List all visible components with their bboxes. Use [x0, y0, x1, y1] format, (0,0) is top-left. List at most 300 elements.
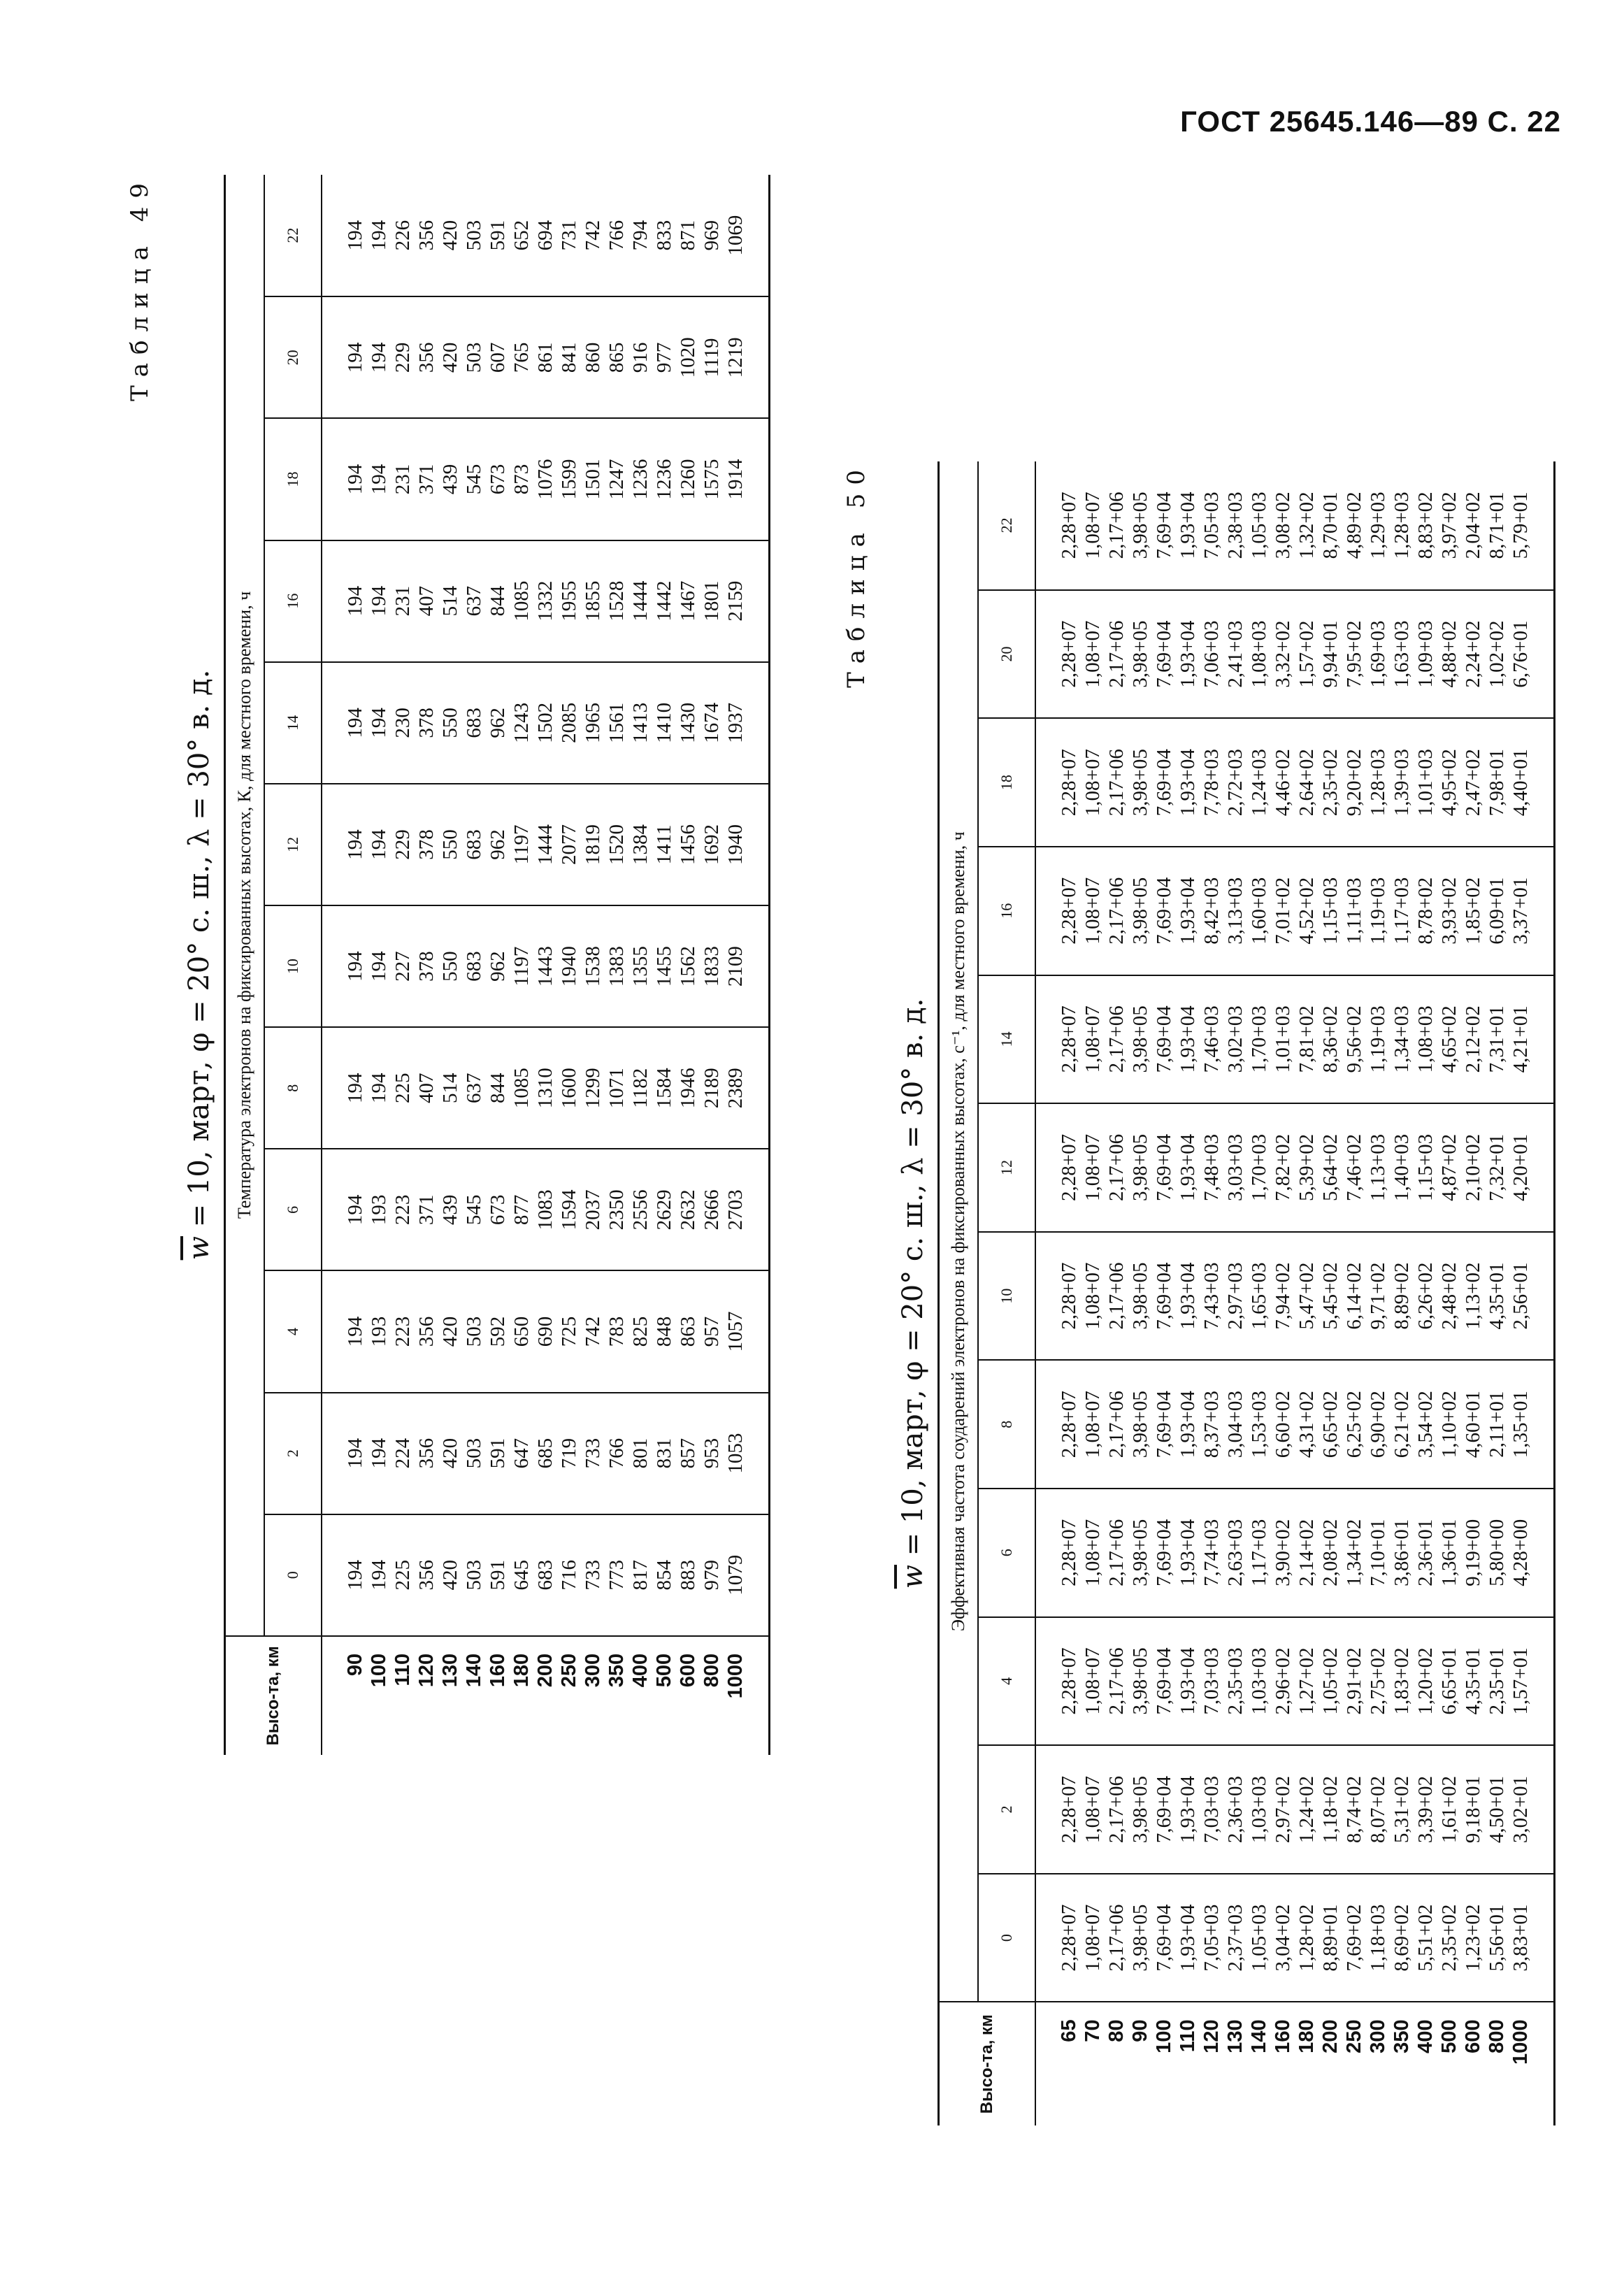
column-header: 4 — [264, 1270, 322, 1392]
table-cell: 1411 — [653, 824, 675, 865]
table-cell: 1,60+03 — [1248, 877, 1270, 945]
table-cell: 765 — [510, 342, 533, 373]
table-cell: 378 — [415, 829, 438, 860]
table-cell: 8,83+02 — [1414, 492, 1437, 559]
table-cell: 9,18+01 — [1462, 1775, 1484, 1844]
table-cell: 3,98+05 — [1129, 1133, 1151, 1202]
table-cell: 1965 — [582, 702, 604, 743]
table-cell: 6,90+02 — [1367, 1391, 1389, 1458]
table-cell: 1,83+02 — [1391, 1647, 1413, 1715]
table-cell: 194 — [344, 585, 366, 617]
table-cell: 1310 — [534, 1068, 556, 1109]
table-cell: 6,09+01 — [1486, 877, 1508, 945]
height-value: 350 — [605, 1653, 628, 1688]
table-cell: 3,02+01 — [1509, 1775, 1532, 1844]
table-cell: 4,88+02 — [1438, 620, 1460, 688]
table-cell: 962 — [487, 708, 509, 738]
column-header: 4 — [978, 1617, 1035, 1746]
height-value: 300 — [582, 1653, 604, 1688]
table-cell: 857 — [677, 1437, 699, 1469]
table-cell: 794 — [629, 220, 652, 251]
table-cell: 1410 — [653, 702, 675, 743]
table-cell: 683 — [463, 708, 485, 738]
table-cell: 7,46+03 — [1200, 1005, 1223, 1073]
data-column — [322, 418, 770, 540]
table-cell: 1219 — [724, 337, 747, 378]
table-cell: 1,36+01 — [1438, 1519, 1460, 1586]
data-column — [1035, 1103, 1555, 1232]
column-header: 10 — [978, 1232, 1035, 1361]
table-cell: 1692 — [700, 824, 723, 865]
table-cell: 1946 — [677, 1068, 699, 1109]
table-cell: 607 — [487, 342, 509, 373]
table-cell: 883 — [677, 1560, 699, 1591]
data-column — [1035, 847, 1555, 975]
table-cell: 1833 — [700, 946, 723, 987]
table-cell: 1,15+03 — [1414, 1133, 1437, 1202]
table-cell: 1,34+03 — [1391, 1005, 1413, 1073]
height-value: 65 — [1058, 2019, 1080, 2042]
table-cell: 690 — [534, 1316, 556, 1347]
table-cell: 2,28+07 — [1058, 1519, 1080, 1586]
table-50-block — [842, 461, 1548, 2125]
data-column — [322, 1027, 770, 1149]
table-cell: 2,17+06 — [1105, 1133, 1128, 1202]
table-cell: 545 — [463, 464, 485, 495]
data-column — [1035, 975, 1555, 1104]
table-cell: 225 — [391, 1073, 414, 1103]
table-cell: 1,61+02 — [1438, 1775, 1460, 1844]
table-cell: 1855 — [582, 580, 604, 622]
table-cell: 2,35+03 — [1224, 1647, 1246, 1715]
height-value: 250 — [558, 1653, 580, 1688]
table-cell: 8,42+03 — [1200, 877, 1223, 945]
table-cell: 1,93+04 — [1177, 1005, 1199, 1073]
table-cell: 1,01+03 — [1272, 1005, 1294, 1073]
table-cell: 7,81+02 — [1295, 1005, 1318, 1073]
table-cell: 371 — [415, 464, 438, 495]
height-value: 160 — [1272, 2019, 1294, 2053]
height-value: 120 — [415, 1653, 438, 1688]
table-cell: 1,70+03 — [1248, 1133, 1270, 1202]
column-header: 14 — [978, 975, 1035, 1104]
table-cell: 1430 — [677, 702, 699, 743]
table-cell: 1,93+04 — [1177, 1262, 1199, 1330]
table-cell: 194 — [368, 708, 390, 738]
table-cell: 1069 — [724, 215, 747, 256]
table-cell: 877 — [510, 1194, 533, 1226]
page-header: ГОСТ 25645.146—89 С. 22 — [1180, 105, 1561, 138]
data-column — [1035, 461, 1555, 590]
table-cell: 1384 — [629, 824, 652, 865]
table-cell: 7,48+03 — [1200, 1133, 1223, 1202]
table-cell: 1801 — [700, 580, 723, 622]
table-cell: 7,69+04 — [1153, 1391, 1175, 1458]
table-cell: 2,36+03 — [1224, 1775, 1246, 1844]
table-cell: 2,24+02 — [1462, 620, 1484, 688]
table-cell: 420 — [439, 1437, 461, 1469]
column-header: 22 — [978, 461, 1035, 590]
table-cell: 7,69+04 — [1153, 1133, 1175, 1202]
table-cell: 1,28+03 — [1391, 492, 1413, 559]
table-cell: 223 — [391, 1194, 414, 1226]
table-cell: 5,47+02 — [1295, 1262, 1318, 1330]
table-cell: 1,23+02 — [1462, 1904, 1484, 1972]
group-header: Эффективная частота соударений электронов на фиксированных высотах, с⁻¹, для местного времени, ч — [939, 461, 979, 2002]
table-cell: 2,17+06 — [1105, 1775, 1128, 1844]
table-cell: 2077 — [558, 824, 580, 865]
table-cell: 2,91+02 — [1343, 1647, 1365, 1715]
table-cell: 1,08+07 — [1082, 1904, 1104, 1972]
table-cell: 6,25+02 — [1343, 1391, 1365, 1458]
table-cell: 4,35+01 — [1462, 1647, 1484, 1715]
table-cell: 194 — [344, 220, 366, 251]
table-cell: 8,71+01 — [1486, 492, 1508, 559]
table-cell: 1594 — [558, 1189, 580, 1231]
table-cell: 7,69+04 — [1153, 1005, 1175, 1073]
table-cell: 3,02+03 — [1224, 1005, 1246, 1073]
table-cell: 1,08+07 — [1082, 620, 1104, 688]
table-cell: 1083 — [534, 1189, 556, 1231]
table-cell: 194 — [344, 829, 366, 860]
table-cell: 7,74+03 — [1200, 1519, 1223, 1586]
table-cell: 1,05+02 — [1319, 1647, 1342, 1715]
table-cell: 2,17+06 — [1105, 620, 1128, 688]
table-cell: 193 — [368, 1316, 390, 1347]
table-cell: 1538 — [582, 946, 604, 987]
table-cell: 194 — [368, 585, 390, 617]
table-cell: 8,37+03 — [1200, 1391, 1223, 1458]
heights-column — [1035, 2002, 1555, 2125]
table-cell: 6,60+02 — [1272, 1391, 1294, 1458]
table-cell: 7,69+04 — [1153, 877, 1175, 945]
table-cell: 1,93+04 — [1177, 749, 1199, 817]
table-cell: 861 — [534, 342, 556, 373]
height-header: Высо-та, км — [939, 2002, 1036, 2125]
table-cell: 1,18+03 — [1367, 1904, 1389, 1972]
table-cell: 773 — [605, 1560, 628, 1591]
table-cell: 831 — [653, 1437, 675, 1469]
table-cell: 841 — [558, 342, 580, 373]
table-cell: 2,28+07 — [1058, 492, 1080, 559]
height-value: 100 — [368, 1653, 390, 1688]
table-cell: 3,03+03 — [1224, 1133, 1246, 1202]
table-cell: 742 — [582, 1316, 604, 1347]
table-cell: 2,75+02 — [1367, 1647, 1389, 1715]
table-cell: 378 — [415, 708, 438, 738]
table-cell: 356 — [415, 1437, 438, 1469]
table-cell: 7,69+04 — [1153, 620, 1175, 688]
table-cell: 4,40+01 — [1509, 749, 1532, 817]
table-cell: 2159 — [724, 580, 747, 622]
table-cell: 194 — [368, 1560, 390, 1591]
table-cell: 8,69+02 — [1391, 1904, 1413, 1972]
table-cell: 2666 — [700, 1189, 723, 1231]
table-cell: 647 — [510, 1437, 533, 1469]
table-cell: 1528 — [605, 580, 628, 622]
column-header: 20 — [264, 296, 322, 418]
table-cell: 1,20+02 — [1414, 1647, 1437, 1715]
table-cell: 871 — [677, 220, 699, 251]
table-cell: 7,69+04 — [1153, 1904, 1175, 1972]
table-cell: 3,93+02 — [1438, 877, 1460, 945]
table-cell: 1,24+03 — [1248, 749, 1270, 817]
table-cell: 1,08+07 — [1082, 877, 1104, 945]
table-cell: 9,20+02 — [1343, 749, 1365, 817]
table-cell: 230 — [391, 708, 414, 738]
table-cell: 3,04+02 — [1272, 1904, 1294, 1972]
data-column — [1035, 1617, 1555, 1746]
table-cell: 1442 — [653, 580, 675, 622]
table-cell: 3,98+05 — [1129, 877, 1151, 945]
table-cell: 2,28+07 — [1058, 1775, 1080, 1844]
column-header: 0 — [264, 1514, 322, 1636]
table-cell: 2,04+02 — [1462, 492, 1484, 559]
table-cell: 356 — [415, 342, 438, 373]
table-cell: 7,98+01 — [1486, 749, 1508, 817]
table-cell: 503 — [463, 1316, 485, 1347]
table-cell: 356 — [415, 1316, 438, 1347]
height-value: 500 — [653, 1653, 675, 1688]
table-cell: 1,32+02 — [1295, 492, 1318, 559]
height-value: 200 — [534, 1653, 556, 1688]
table-cell: 194 — [368, 1073, 390, 1103]
table-cell: 194 — [344, 1316, 366, 1347]
table-cell: 7,06+03 — [1200, 620, 1223, 688]
table-cell: 3,08+02 — [1272, 492, 1294, 559]
column-header: 0 — [978, 1874, 1035, 2002]
table-cell: 1,18+02 — [1319, 1775, 1342, 1844]
table-cell: 4,50+01 — [1486, 1775, 1508, 1844]
table-cell: 1520 — [605, 824, 628, 865]
table-cell: 3,37+01 — [1509, 877, 1532, 945]
table-cell: 7,46+02 — [1343, 1133, 1365, 1202]
table-cell: 694 — [534, 220, 556, 251]
table-cell: 766 — [605, 220, 628, 251]
table-cell: 1383 — [605, 946, 628, 987]
table-49-title — [183, 175, 215, 1755]
table-cell: 8,78+02 — [1414, 877, 1437, 945]
table-cell: 1,08+07 — [1082, 1647, 1104, 1715]
table-cell: 1502 — [534, 702, 556, 743]
table-cell: 4,89+02 — [1343, 492, 1365, 559]
table-cell: 1,03+03 — [1248, 1775, 1270, 1844]
table-cell: 6,14+02 — [1343, 1262, 1365, 1330]
table-cell: 650 — [510, 1316, 533, 1347]
table-cell: 7,05+03 — [1200, 492, 1223, 559]
height-value: 70 — [1082, 2019, 1104, 2042]
table-cell: 1079 — [724, 1554, 747, 1596]
table-cell: 1,08+07 — [1082, 1262, 1104, 1330]
table-cell: 8,89+02 — [1391, 1262, 1413, 1330]
table-cell: 3,54+02 — [1414, 1391, 1437, 1458]
column-header: 18 — [264, 418, 322, 540]
height-value: 130 — [439, 1653, 461, 1688]
table-cell: 2,17+06 — [1105, 877, 1128, 945]
table-cell: 2703 — [724, 1189, 747, 1231]
height-value: 600 — [1462, 2019, 1484, 2053]
table-cell: 545 — [463, 1194, 485, 1226]
table-cell: 1467 — [677, 580, 699, 622]
table-cell: 1,13+02 — [1462, 1262, 1484, 1330]
table-cell: 2,64+02 — [1295, 749, 1318, 817]
table-cell: 2,47+02 — [1462, 749, 1484, 817]
table-cell: 4,21+01 — [1509, 1005, 1532, 1073]
height-value: 110 — [391, 1653, 414, 1686]
table-cell: 1599 — [558, 459, 580, 500]
table-cell: 1260 — [677, 459, 699, 500]
height-value: 100 — [1153, 2019, 1175, 2053]
table-cell: 1243 — [510, 702, 533, 743]
table-cell: 1,17+03 — [1248, 1519, 1270, 1586]
table-cell: 407 — [415, 1073, 438, 1103]
height-value: 120 — [1200, 2019, 1223, 2053]
table-cell: 2,36+01 — [1414, 1519, 1437, 1586]
table-cell: 1,08+07 — [1082, 1519, 1104, 1586]
column-header: 10 — [264, 905, 322, 1027]
data-column — [322, 1393, 770, 1514]
table-cell: 7,01+02 — [1272, 877, 1294, 945]
table-cell: 1119 — [700, 338, 723, 378]
height-value: 350 — [1391, 2019, 1413, 2053]
table-cell: 1,85+02 — [1462, 877, 1484, 945]
table-cell: 6,26+02 — [1414, 1262, 1437, 1330]
data-column — [322, 175, 770, 296]
height-header: Высо-та, км — [225, 1636, 322, 1755]
table-cell: 9,56+02 — [1343, 1005, 1365, 1073]
column-header: 8 — [978, 1360, 1035, 1489]
table-cell: 7,10+01 — [1367, 1519, 1389, 1586]
table-50-title-rest: = 10, март, φ = 20° с. ш., λ = 30° в. д. — [897, 998, 929, 1565]
table-cell: 742 — [582, 220, 604, 251]
column-header: 6 — [264, 1149, 322, 1270]
table-cell: 2,56+01 — [1509, 1262, 1532, 1330]
table-cell: 224 — [391, 1437, 414, 1469]
column-header: 2 — [264, 1393, 322, 1514]
table-cell: 673 — [487, 464, 509, 495]
table-cell: 371 — [415, 1194, 438, 1226]
table-cell: 1,19+03 — [1367, 877, 1389, 945]
table-cell: 2,12+02 — [1462, 1005, 1484, 1073]
table-cell: 2,97+03 — [1224, 1262, 1246, 1330]
table-cell: 2109 — [724, 946, 747, 987]
table-cell: 231 — [391, 585, 414, 617]
table-cell: 503 — [463, 1560, 485, 1591]
table-cell: 1236 — [653, 459, 675, 500]
table-cell: 1,28+03 — [1367, 749, 1389, 817]
table-cell: 860 — [582, 342, 604, 373]
table-cell: 3,04+03 — [1224, 1391, 1246, 1458]
table-cell: 1,39+03 — [1391, 749, 1413, 817]
table-cell: 2,10+02 — [1462, 1133, 1484, 1202]
table-cell: 2,28+07 — [1058, 1133, 1080, 1202]
table-cell: 2,28+07 — [1058, 1391, 1080, 1458]
table-cell: 833 — [653, 220, 675, 251]
table-cell: 916 — [629, 342, 652, 373]
table-cell: 194 — [344, 1194, 366, 1226]
table-cell: 439 — [439, 1194, 461, 1226]
table-cell: 1,28+02 — [1295, 1904, 1318, 1972]
height-value: 90 — [344, 1653, 366, 1677]
table-cell: 725 — [558, 1316, 580, 1347]
table-cell: 766 — [605, 1437, 628, 1469]
table-cell: 8,07+02 — [1367, 1775, 1389, 1844]
table-cell: 1,27+02 — [1295, 1647, 1318, 1715]
table-cell: 503 — [463, 1437, 485, 1469]
table-cell: 2,14+02 — [1295, 1519, 1318, 1586]
table-cell: 1501 — [582, 459, 604, 500]
table-cell: 817 — [629, 1560, 652, 1591]
table-cell: 7,69+04 — [1153, 749, 1175, 817]
table-cell: 844 — [487, 585, 509, 617]
height-value: 110 — [1177, 2019, 1199, 2053]
table-cell: 7,32+01 — [1486, 1133, 1508, 1202]
table-cell: 7,03+03 — [1200, 1775, 1223, 1844]
table-cell: 194 — [368, 342, 390, 373]
table-cell: 1,34+02 — [1343, 1519, 1365, 1586]
table-cell: 1,08+07 — [1082, 492, 1104, 559]
column-header: 22 — [264, 175, 322, 296]
table-cell: 8,70+01 — [1319, 492, 1342, 559]
table-cell: 1,08+07 — [1082, 749, 1104, 817]
table-cell: 2,41+03 — [1224, 620, 1246, 688]
column-header: 16 — [264, 540, 322, 662]
table-cell: 1443 — [534, 946, 556, 987]
height-value: 140 — [1248, 2019, 1270, 2053]
data-column — [1035, 1232, 1555, 1361]
table-cell: 1,40+03 — [1391, 1133, 1413, 1202]
table-cell: 7,95+02 — [1343, 620, 1365, 688]
table-cell: 977 — [653, 342, 675, 373]
table-cell: 733 — [582, 1437, 604, 1469]
table-cell: 1,03+03 — [1248, 1647, 1270, 1715]
table-cell: 2629 — [653, 1189, 675, 1231]
table-cell: 1575 — [700, 459, 723, 500]
table-cell: 3,98+05 — [1129, 1391, 1151, 1458]
table-cell: 2,38+03 — [1224, 492, 1246, 559]
table-cell: 8,36+02 — [1319, 1005, 1342, 1073]
table-cell: 1940 — [724, 824, 747, 865]
table-cell: 7,03+03 — [1200, 1647, 1223, 1715]
height-value: 250 — [1343, 2019, 1365, 2053]
table-cell: 1,93+04 — [1177, 1647, 1199, 1715]
table-cell: 962 — [487, 829, 509, 860]
table-cell: 2,37+03 — [1224, 1904, 1246, 1972]
column-header: 2 — [978, 1745, 1035, 1874]
column-header: 18 — [978, 718, 1035, 847]
table-cell: 194 — [344, 464, 366, 495]
table-cell: 2,28+07 — [1058, 1262, 1080, 1330]
table-cell: 5,56+01 — [1486, 1904, 1508, 1972]
table-cell: 1,08+07 — [1082, 1775, 1104, 1844]
table-cell: 962 — [487, 951, 509, 982]
table-cell: 4,46+02 — [1272, 749, 1294, 817]
table-cell: 1,65+03 — [1248, 1262, 1270, 1330]
table-cell: 7,82+02 — [1272, 1133, 1294, 1202]
table-cell: 873 — [510, 464, 533, 495]
data-column — [322, 296, 770, 418]
table-cell: 550 — [439, 951, 461, 982]
data-column — [1035, 718, 1555, 847]
table-cell: 223 — [391, 1316, 414, 1347]
column-header: 8 — [264, 1027, 322, 1149]
table-cell: 1413 — [629, 702, 652, 743]
data-column — [1035, 1874, 1555, 2002]
table-cell: 2,17+06 — [1105, 1519, 1128, 1586]
table-cell: 1,93+04 — [1177, 1904, 1199, 1972]
table-cell: 1,93+04 — [1177, 1391, 1199, 1458]
table-cell: 356 — [415, 220, 438, 251]
